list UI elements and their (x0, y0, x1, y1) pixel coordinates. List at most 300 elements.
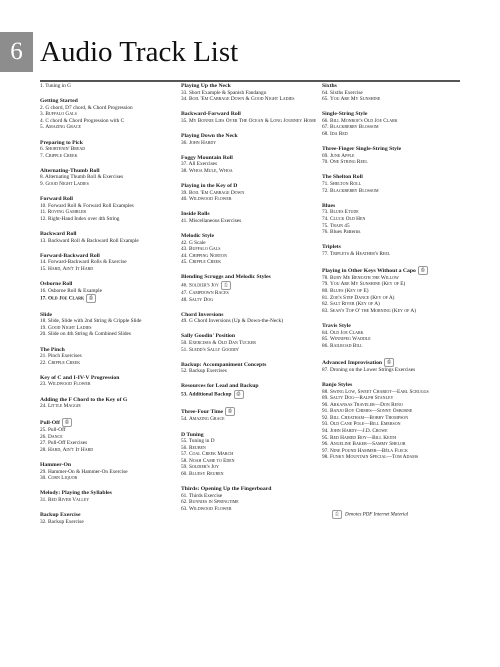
track-item (181, 451, 319, 458)
track-title: John Hardy (188, 139, 217, 146)
section-heading (181, 133, 319, 140)
track-item (181, 318, 319, 325)
track-item (181, 340, 319, 347)
section-heading (40, 397, 176, 404)
track-item (322, 389, 472, 396)
track-title: Coal Creek March (188, 451, 234, 458)
track-title: Blues Patterns (329, 229, 361, 236)
track-item (322, 454, 472, 461)
track-item (322, 288, 472, 295)
track-title: Blackberry Blossom (329, 187, 379, 194)
track-number: 88. (322, 388, 329, 395)
section-heading-text: Resources for Lead and Backup (181, 383, 259, 390)
track-number: 5. (40, 124, 44, 131)
track-item (181, 290, 319, 297)
track-section (181, 383, 319, 399)
track-number: 42. (181, 239, 188, 246)
track-title: Old Joe Clark (47, 295, 85, 302)
track-number: 72. (322, 187, 329, 194)
track-section (181, 274, 319, 303)
track-title: Red River Valley (47, 496, 90, 503)
track-number: 90. (322, 401, 329, 408)
track-item (40, 447, 176, 454)
track-number: 7. (40, 152, 44, 159)
track-section (322, 174, 472, 194)
track-title: Railroad Bill (329, 342, 363, 349)
track-title: All Exercises (188, 161, 218, 168)
track-title: Soldier's Joy (188, 282, 219, 289)
track-item (40, 203, 176, 210)
track-title: Soldier's Joy (188, 464, 219, 471)
track-item (322, 251, 472, 258)
track-item (322, 408, 472, 415)
section-heading (181, 274, 319, 281)
track-number: 14. (40, 259, 47, 266)
track-title: Campdown Races (188, 289, 229, 296)
track-item (40, 288, 176, 295)
track-title: Angeline Baker—Sammy Shelor (329, 441, 406, 448)
track-item (181, 140, 319, 147)
section-heading-text: Foggy Mountain Roll (181, 154, 233, 161)
track-item (40, 105, 176, 112)
track-item (40, 360, 176, 367)
track-number: 81. (322, 294, 329, 301)
section-heading-text: Getting Started (40, 98, 78, 105)
section-heading (40, 281, 176, 288)
track-title: Good Night Ladies (47, 324, 92, 331)
track-number: 34. (181, 96, 188, 103)
track-title: Zoe's Step Dance (Key of A) (329, 294, 395, 301)
track-title: Good Night Ladies (45, 181, 89, 188)
section-heading-text: Melodic Style (181, 232, 215, 239)
track-title: Wildwood Flower (188, 505, 232, 512)
track-number: 97. (322, 447, 329, 454)
track-number: 92. (322, 414, 329, 421)
track-number: 91. (322, 408, 329, 415)
section-heading-text: Playing in Other Keys Without a Capo (322, 267, 416, 274)
track-title: Wildwood Flower (188, 196, 232, 203)
track-section (40, 253, 176, 273)
track-title: Bunnies in Springtime (188, 499, 239, 506)
track-number: 59. (181, 464, 188, 471)
track-section (181, 111, 319, 124)
section-heading (40, 168, 176, 175)
track-number: 82. (322, 301, 329, 308)
track-item (40, 118, 176, 125)
track-item (322, 181, 472, 188)
track-item (181, 196, 319, 203)
track-section (181, 155, 319, 175)
track-number: 12. (40, 215, 47, 222)
section-heading (322, 203, 472, 210)
section-heading-text: Osborne Roll (40, 280, 73, 287)
track-item (181, 368, 319, 375)
section-heading (322, 111, 472, 118)
track-section (181, 233, 319, 266)
track-item (40, 111, 176, 118)
track-title: Pull-Off Exercises (47, 440, 88, 447)
track-item (40, 83, 176, 90)
track-title: Bill Monroe's Old Joe Clark (329, 117, 398, 124)
track-title: Little Maggie (47, 403, 81, 410)
section-heading-text: Playing in the Key of D (181, 182, 238, 189)
track-number: 76. (322, 229, 329, 236)
track-number: 38. (181, 167, 188, 174)
track-number: 79. (322, 281, 329, 288)
section-heading-text: Backup: Accompaniment Concepts (181, 361, 267, 368)
track-number: 43. (181, 246, 188, 253)
section-heading-text: Three-Finger Single-String Style (322, 146, 402, 153)
track-number: 67. (322, 124, 329, 131)
track-number: 37. (181, 161, 188, 168)
legend-text: Denotes PDF Internet Material (345, 512, 409, 518)
track-title: Backup Exercises (188, 368, 227, 375)
section-heading (181, 233, 319, 240)
track-item (40, 519, 176, 526)
track-number: 13. (40, 237, 47, 244)
pdf-icon: ⎙ (332, 510, 342, 519)
track-column-3 (322, 83, 472, 470)
track-item (40, 209, 176, 216)
track-number: 33. (181, 89, 188, 96)
track-item (181, 506, 319, 513)
track-number: 83. (322, 307, 329, 314)
track-title: Noah Came to Eden (188, 457, 235, 464)
section-heading-text: Hammer-On (40, 462, 72, 469)
track-title: Old Joe Clark (329, 329, 364, 336)
track-section (322, 146, 472, 166)
track-title: Banjo Boy Chimes—Sonny Osborne (329, 408, 413, 415)
page-title: Audio Track List (40, 36, 239, 68)
track-title: Bluesy Reuben (188, 471, 224, 478)
track-section (181, 486, 319, 512)
track-item (322, 216, 472, 223)
track-number: 95. (322, 434, 329, 441)
track-number: 21. (40, 353, 47, 360)
track-number: 1. (40, 83, 44, 89)
track-title: Slide on 4th String & Combined Slides (47, 331, 131, 338)
section-heading (322, 323, 472, 330)
track-number: 48. (181, 296, 188, 303)
track-item (181, 96, 319, 103)
section-heading (322, 244, 472, 251)
track-title: Old Cane Pole—Bill Emerson (329, 421, 401, 428)
track-item (40, 353, 176, 360)
section-heading (181, 486, 319, 493)
track-item (40, 216, 176, 223)
track-item (40, 124, 176, 131)
track-section (40, 512, 176, 525)
track-number: 77. (322, 250, 329, 257)
section-heading (40, 418, 176, 427)
section-heading-text: Alternating-Thumb Roll (40, 167, 100, 174)
track-section (40, 83, 176, 90)
track-item (40, 153, 176, 160)
track-section (40, 98, 176, 131)
track-number: 44. (181, 252, 188, 259)
track-title: Pull-Off (47, 427, 66, 434)
track-section (181, 83, 319, 103)
track-title: G Scale (188, 239, 206, 246)
track-number: 50. (181, 339, 188, 346)
track-section (181, 183, 319, 203)
track-number: 54. (181, 416, 188, 423)
track-item (322, 415, 472, 422)
track-title: Tuning in D (188, 438, 215, 445)
track-number: 58. (181, 457, 188, 464)
track-section (322, 266, 472, 315)
section-heading (40, 98, 176, 105)
track-section (322, 244, 472, 257)
track-item (322, 367, 472, 374)
track-section (40, 281, 176, 303)
track-item (181, 240, 319, 247)
track-number: 45. (181, 259, 188, 266)
section-heading (181, 407, 319, 416)
track-number: 98. (322, 454, 329, 461)
track-number: 51. (181, 346, 188, 353)
track-title: Shortenin' Bread (45, 146, 86, 153)
section-heading-text: Three-Four Time (181, 409, 224, 416)
pdf-icon: ⎙ (384, 358, 394, 367)
track-title: Ida Red (329, 131, 348, 138)
section-heading (181, 83, 319, 90)
track-title: Bury Me Beneath the Willow (329, 274, 399, 281)
section-heading (40, 231, 176, 238)
section-heading-text: Advanced Improvisation (322, 359, 383, 366)
track-number: 71. (322, 181, 329, 188)
track-section (181, 211, 319, 224)
track-number: 47. (181, 289, 188, 296)
track-title: Reuben (188, 444, 206, 451)
section-heading (40, 490, 176, 497)
section-heading (40, 196, 176, 203)
track-item (322, 153, 472, 160)
track-section (40, 490, 176, 503)
title-rule (40, 80, 460, 82)
track-number: 36. (181, 139, 188, 146)
track-number: 64. (322, 89, 329, 96)
track-title: Corn Liquor (47, 475, 78, 482)
track-number: 93. (322, 421, 329, 428)
section-heading (322, 382, 472, 389)
track-title: Winnipeg Waddle (329, 336, 371, 343)
section-heading-text: Blues (322, 202, 336, 209)
track-number: 61. (181, 492, 188, 499)
track-number: 62. (181, 499, 188, 506)
track-number: 19. (40, 324, 47, 331)
section-heading (181, 155, 319, 162)
section-heading-text: D Tuning (181, 431, 204, 438)
track-title: Tuning in G (45, 83, 71, 89)
track-item (322, 421, 472, 428)
track-title: Whoa Mule, Whoa (188, 167, 233, 174)
track-title: You Are My Sunshine (329, 96, 381, 103)
track-title: Alternating Thumb Roll & Exercises (45, 174, 124, 181)
track-title: Cluck Old Hen (329, 215, 366, 222)
track-title: Droning on the Lower Strings Exercises (329, 366, 416, 373)
track-number: 41. (181, 217, 188, 224)
section-heading-text: Key of C and I-IV-V Progression (40, 374, 120, 381)
track-title: Hammer-On & Hammer-On Exercise (47, 468, 128, 475)
track-item (322, 229, 472, 236)
track-title: Additional Backup (188, 391, 232, 398)
pdf-icon: ⎙ (225, 407, 235, 416)
section-heading-text: Blending Scruggs and Melodic Styles (181, 274, 271, 281)
track-item (322, 90, 472, 97)
track-section (40, 196, 176, 222)
section-heading-text: Preparing to Pick (40, 139, 83, 146)
track-number: 16. (40, 287, 47, 294)
track-title: Funky Mountain Special—Tom Adams (329, 454, 419, 461)
track-section (181, 333, 319, 353)
track-title: Thirds Exercise (188, 492, 223, 499)
track-title: Sledd's Sally Goodin' (188, 346, 240, 353)
section-heading-text: Sixths (322, 83, 337, 89)
track-title: Slide, Slide with 2nd String & Cripple Slide (47, 318, 142, 325)
track-title: Sixths Exercise (329, 89, 363, 96)
track-number: 22. (40, 359, 47, 366)
track-title: June Apple (329, 152, 355, 159)
track-item (40, 266, 176, 273)
track-title: Backup Exercise (47, 518, 84, 525)
section-heading-text: Playing Up the Neck (181, 83, 231, 89)
track-number: 40. (181, 196, 188, 203)
section-heading (181, 432, 319, 439)
track-item (322, 159, 472, 166)
section-heading (322, 358, 472, 367)
track-item (181, 347, 319, 354)
track-item (322, 308, 472, 315)
track-title: Backward Roll & Backward Roll Example (47, 237, 139, 244)
track-number: 2. (40, 104, 44, 111)
track-title: Blues (Key of E) (329, 288, 369, 295)
track-title: Exercises & Old Dan Tucker (188, 339, 256, 346)
track-title: Right-Hand Index over 4th String (47, 215, 120, 222)
section-heading-text: The Shelton Roll (322, 174, 363, 181)
track-item (181, 445, 319, 452)
track-number: 69. (322, 152, 329, 159)
track-number: 53. (181, 391, 188, 398)
track-title: Sean's Top O' the Morning (Key of A) (329, 307, 416, 314)
track-title: Short Example & Spanish Fandango (188, 89, 267, 96)
track-title: Swing Low, Sweet Chariot—Earl Scruggs (329, 388, 429, 395)
section-heading (181, 183, 319, 190)
track-number: 96. (322, 441, 329, 448)
track-section (40, 168, 176, 188)
track-number: 74. (322, 215, 329, 222)
track-number: 28. (40, 446, 47, 453)
track-title: Roving Gambler (47, 209, 87, 216)
track-section (40, 231, 176, 244)
track-section (322, 358, 472, 374)
section-heading-text: Melody: Playing the Syllables (40, 490, 112, 497)
pdf-icon: ⎙ (221, 281, 231, 290)
track-number: 78. (322, 274, 329, 281)
track-title: G chord, D7 chord, & Chord Progression (45, 104, 133, 111)
track-item (181, 281, 319, 290)
track-item (40, 325, 176, 332)
track-title: Nine Pound Hammer—Béla Fleck (329, 447, 408, 454)
track-item (181, 499, 319, 506)
track-number: 94. (322, 428, 329, 435)
section-heading (40, 312, 176, 319)
track-section (322, 203, 472, 236)
track-section (181, 407, 319, 423)
track-title: C chord & Chord Progression with C (45, 117, 125, 124)
track-section (322, 111, 472, 137)
track-number: 10. (40, 202, 47, 209)
track-title: G Chord Inversions (Up & Down-the-Neck) (188, 318, 283, 325)
track-number: 55. (181, 438, 188, 445)
track-item (181, 438, 319, 445)
track-item (181, 246, 319, 253)
track-item (181, 90, 319, 97)
track-section (40, 418, 176, 453)
track-item (40, 475, 176, 482)
section-heading (40, 512, 176, 519)
track-item (40, 427, 176, 434)
section-heading-text: Thirds: Opening Up the Fingerboard (181, 486, 272, 493)
track-title: Bill Cheatham—Bobby Thompson (329, 414, 409, 421)
track-item (181, 390, 319, 399)
track-number: 15. (40, 265, 47, 272)
chapter-tab: 6 (0, 32, 33, 72)
track-title: Chipping Norton (188, 252, 227, 259)
track-number: 87. (322, 366, 329, 373)
track-item (322, 428, 472, 435)
track-item (322, 131, 472, 138)
track-number: 27. (40, 440, 47, 447)
track-item (40, 403, 176, 410)
track-number: 25. (40, 427, 47, 434)
section-heading-text: Backward-Forward Roll (181, 111, 241, 118)
track-item (40, 497, 176, 504)
track-item (181, 253, 319, 260)
track-number: 18. (40, 318, 47, 325)
section-heading-text: Sally Goodin' Position (181, 333, 236, 340)
track-number: 9. (40, 181, 44, 188)
track-item (322, 336, 472, 343)
track-number: 32. (40, 518, 47, 525)
page-header (0, 32, 460, 72)
section-heading-text: Forward-Backward Roll (40, 252, 100, 259)
track-section (181, 312, 319, 325)
track-column-1 (40, 83, 176, 534)
track-title: One String Reel (329, 159, 368, 166)
track-title: Cripple Creek (47, 359, 81, 366)
track-title: Buffalo Gals (45, 111, 77, 118)
section-heading-text: Backup Exercise (40, 512, 81, 519)
section-heading (322, 146, 472, 153)
section-heading (40, 140, 176, 147)
track-item (322, 188, 472, 195)
track-number: 23. (40, 381, 47, 388)
track-item (322, 343, 472, 350)
track-title: Shelton Roll (329, 181, 362, 188)
pdf-icon: ⎙ (418, 266, 428, 275)
track-number: 6. (40, 146, 44, 153)
track-number: 57. (181, 451, 188, 458)
section-heading-text: The Pinch (40, 346, 65, 353)
track-number: 65. (322, 96, 329, 103)
track-section (322, 382, 472, 461)
track-number: 24. (40, 403, 47, 410)
track-item (322, 330, 472, 337)
track-number: 66. (322, 117, 329, 124)
track-number: 85. (322, 336, 329, 343)
track-title: Blues Etude (329, 209, 359, 216)
